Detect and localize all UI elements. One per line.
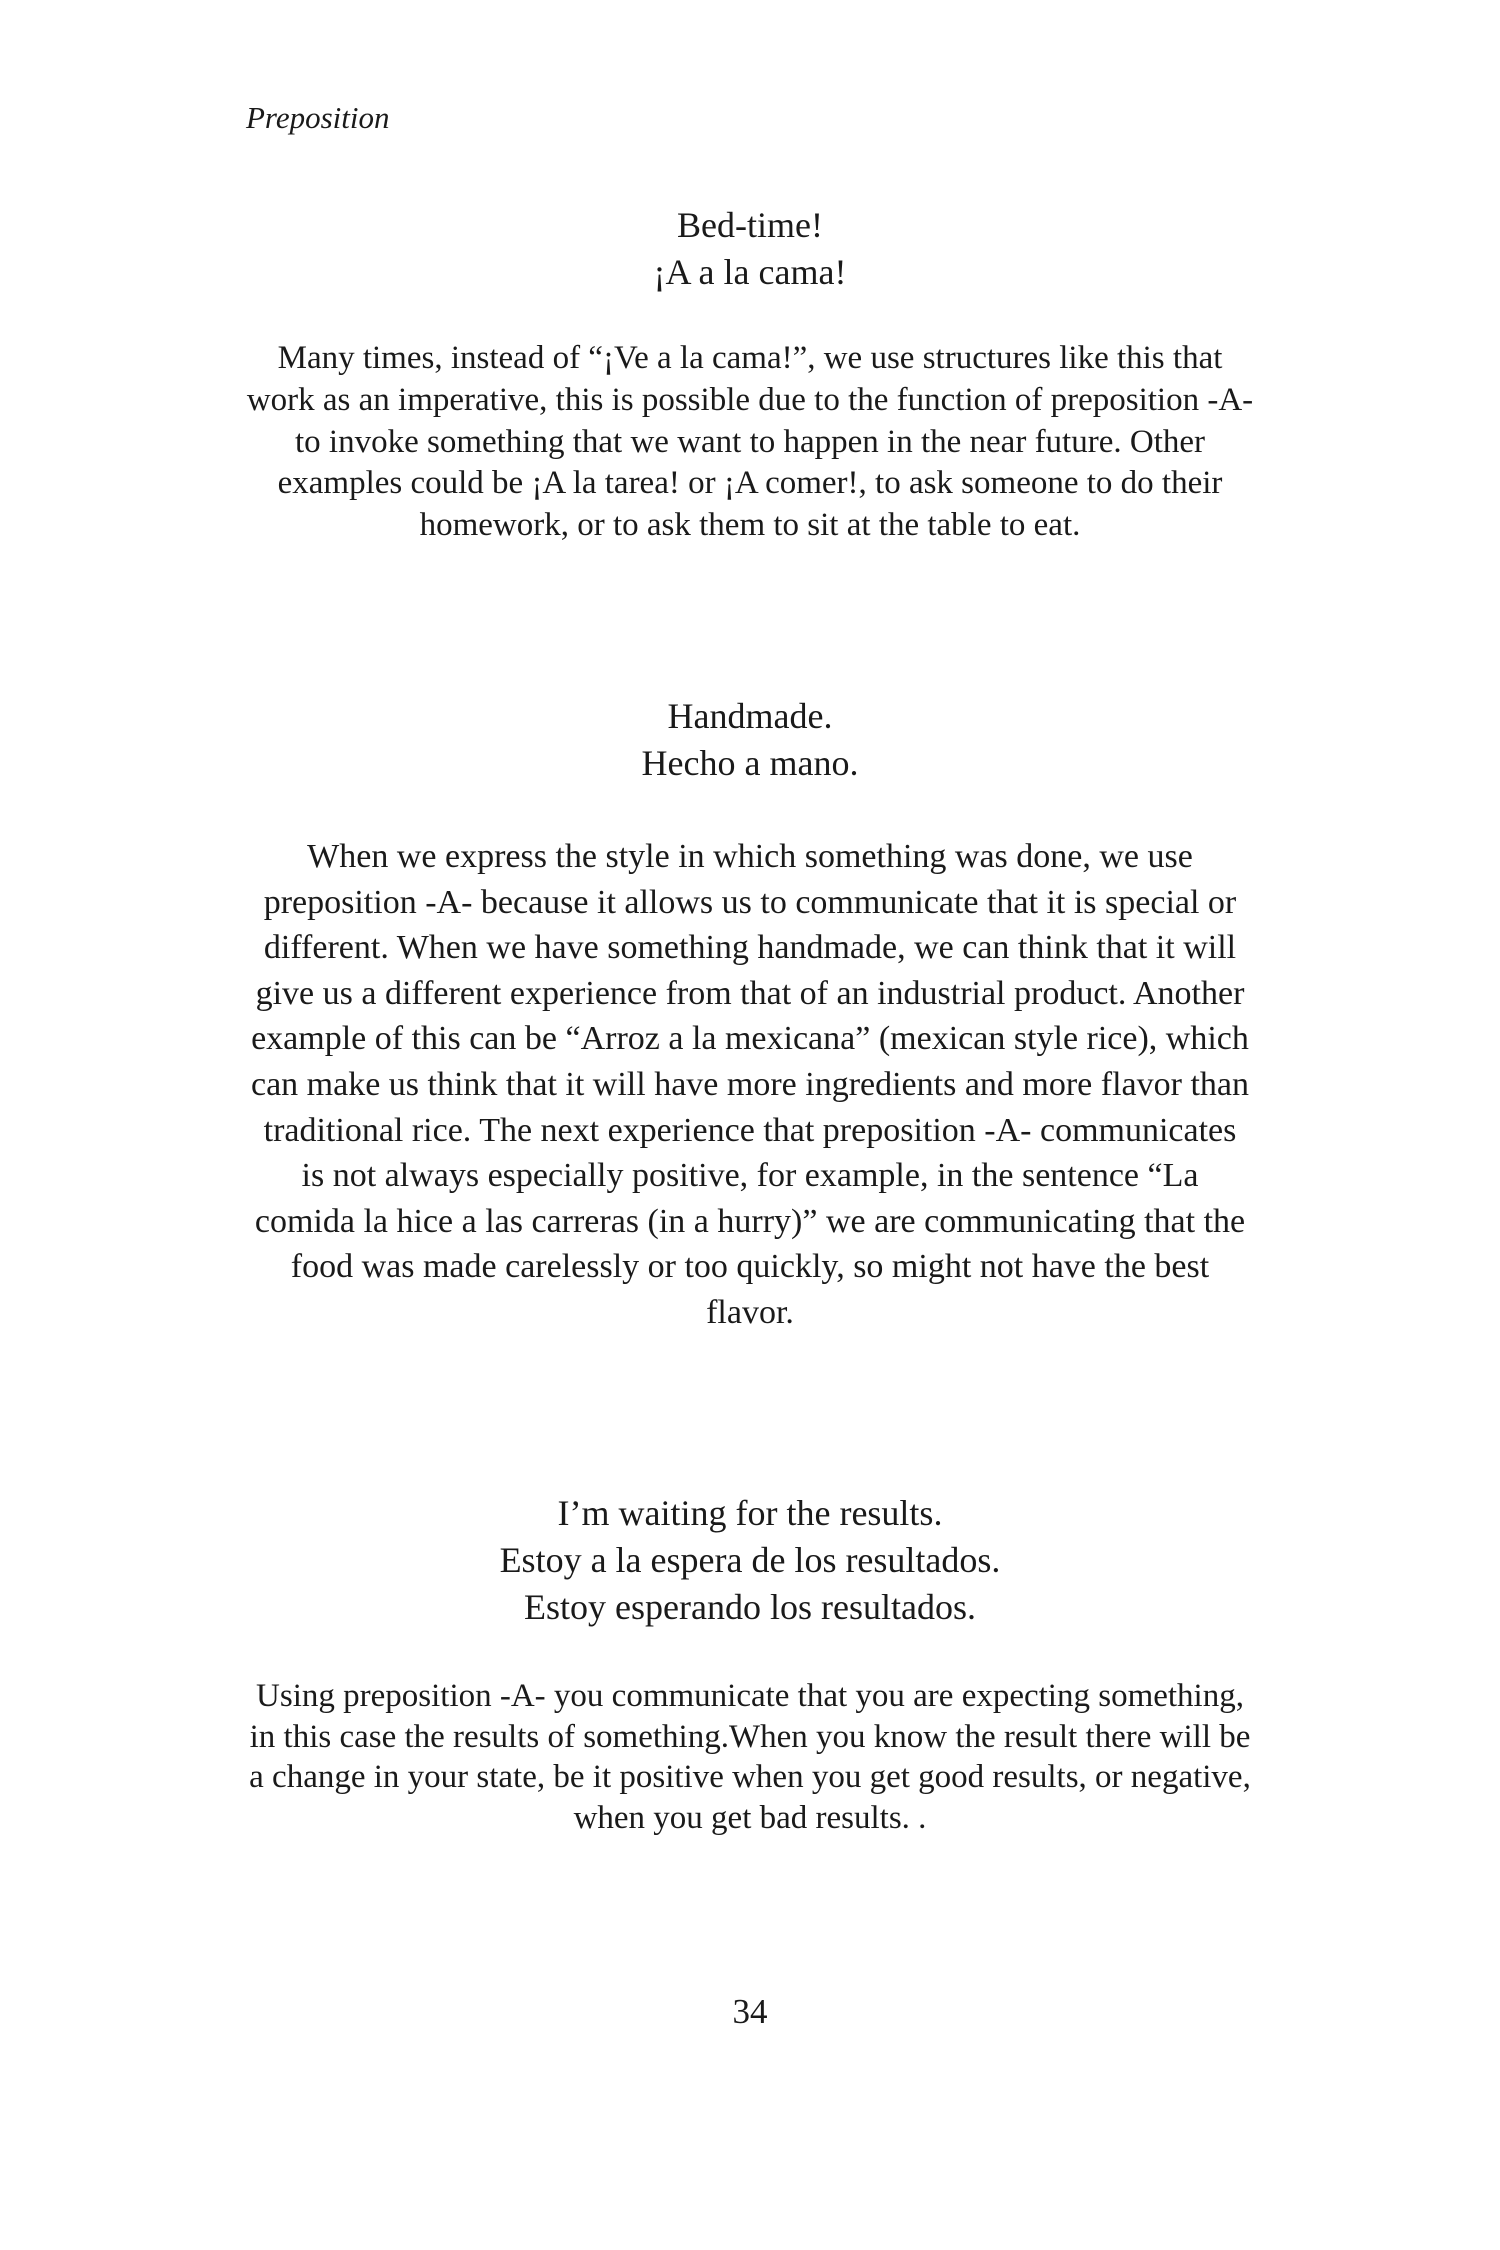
explanation-paragraph-2: When we express the style in which something was done, we use preposition -A- because it allows us to communicate that it is special or different. When we have something handmade, we can think that it will give us a different experience from that of an industrial product. Another example of this can be “Arroz a la mexicana” (mexican style rice), which can make us think that it will have more ingredients and more flavor than traditional rice. The next experience that preposition -A- communicates is not always especially positive, for example, in the sentence “La comida la hice a las carreras (in a hurry)” we are communicating that the food was made carelessly or too quickly, so might not have the best flavor. (251, 838, 1249, 1331)
example-spanish: Estoy a la espera de los resultados. (499, 1540, 1001, 1580)
example-spanish: Hecho a mano. (641, 743, 859, 783)
example-block-1 (240, 202, 1260, 296)
example-english: I’m waiting for the results. (557, 1493, 943, 1533)
example-spanish-alt: Estoy esperando los resultados. (524, 1587, 976, 1627)
example-spanish: ¡A a la cama! (653, 252, 847, 292)
example-block-3 (240, 1490, 1260, 1631)
example-block-2 (240, 693, 1260, 787)
page-number: 34 (732, 1992, 768, 2031)
example-english: Bed-time! (677, 205, 823, 245)
example-english: Handmade. (667, 696, 833, 736)
running-header: Preposition (246, 100, 390, 135)
explanation-paragraph-3: Using preposition -A- you communicate that you are expecting something, in this case the results of something.When you know the result there will be a change in your state, be it positive when you get good results, or negative, when you get bad results. . (249, 1678, 1251, 1837)
explanation-paragraph-1: Many times, instead of “¡Ve a la cama!”, we use structures like this that work as an imperative, this is possible due to the function of preposition -A- to invoke something that we want to happen in the near future. Other examples could be ¡A la tarea! or ¡A comer!, to ask someone to do their homework, or to ask them to sit at the table to eat. (246, 340, 1254, 544)
